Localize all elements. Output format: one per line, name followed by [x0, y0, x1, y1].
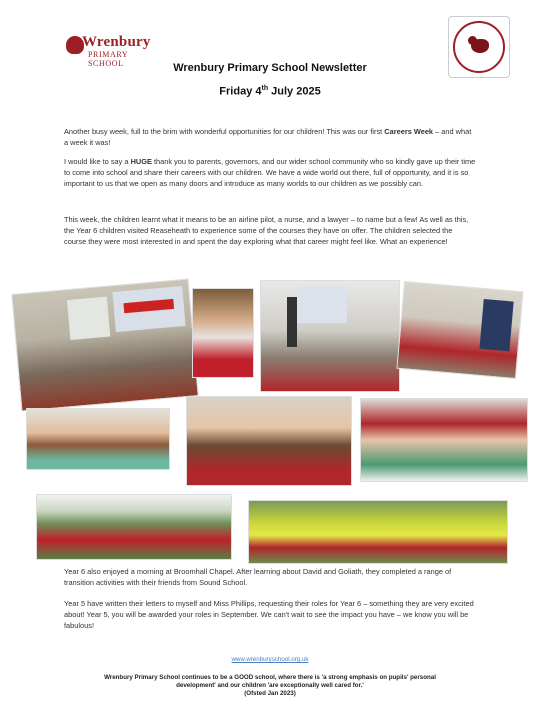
logo-name: Wrenbury — [82, 34, 151, 50]
photo-girl-red-jumper — [192, 288, 254, 378]
paragraph-intro: Another busy week, full to the brim with wonderful opportunities for our children! This was our first Careers Week – and what a week it was! — [64, 127, 472, 147]
photo-hi-vis-group — [248, 500, 508, 564]
newsletter-title: Wrenbury Primary School Newsletter — [173, 62, 367, 74]
photo-woman-speaking — [396, 281, 523, 379]
paragraph-careers: This week, the children learnt what it means to be an airline pilot, a nurse, and a lawyer – to name but a few! As well as this, the Year 6 children visited Reaseheath to experience some of the courses they have on offer. The children selected the course they were most interested in and spent the day exploring what that career might feel like. What an experience! — [64, 215, 469, 246]
school-logo — [66, 34, 166, 68]
robin-head-icon — [468, 36, 477, 45]
photo-outdoor-circle — [36, 494, 232, 560]
photo-girls-at-table — [186, 396, 352, 486]
photo-speaker-presentation — [260, 280, 400, 392]
paragraph-year5: Year 5 have written their letters to myself and Miss Phillips, requesting their roles for Year 6 – something they are very excited about! Year 5, you will be awarded your roles in September. We can't wait to see the impact you have – we know you will be fabulous! — [64, 599, 474, 630]
paragraph-year6: Year 6 also enjoyed a morning at Broomhall Chapel. After learning about David and Goliath, they completed a range of transition activities with their friends from Sound School. — [64, 567, 452, 587]
footer-website[interactable] — [0, 656, 540, 664]
photo-boys-portrait — [26, 408, 170, 470]
logo-subtitle: PRIMARY SCHOOL — [88, 50, 128, 68]
photo-classroom-plane — [11, 278, 199, 411]
photo-children-working — [360, 398, 528, 482]
website-link[interactable]: www.wrenburyschool.org.uk — [231, 656, 309, 663]
newsletter-date: Friday 4th July 2025 — [219, 85, 321, 98]
footer-ofsted-quote: Wrenbury Primary School continues to be a GOOD school, where there is 'a strong emphasis on pupils' personal development' and our children 'are exceptionally well cared for.' (Ofsted Jan 2023) — [104, 674, 436, 697]
paragraph-thanks: I would like to say a HUGE thank you to parents, governors, and our wider school community who so kindly gave up their time to come into school and share their careers with our children. We have a wide world out there, full of opportunity, and it is so important to us that we open as many doors and introduce as many worlds to our children as we possibly can. — [64, 157, 476, 188]
